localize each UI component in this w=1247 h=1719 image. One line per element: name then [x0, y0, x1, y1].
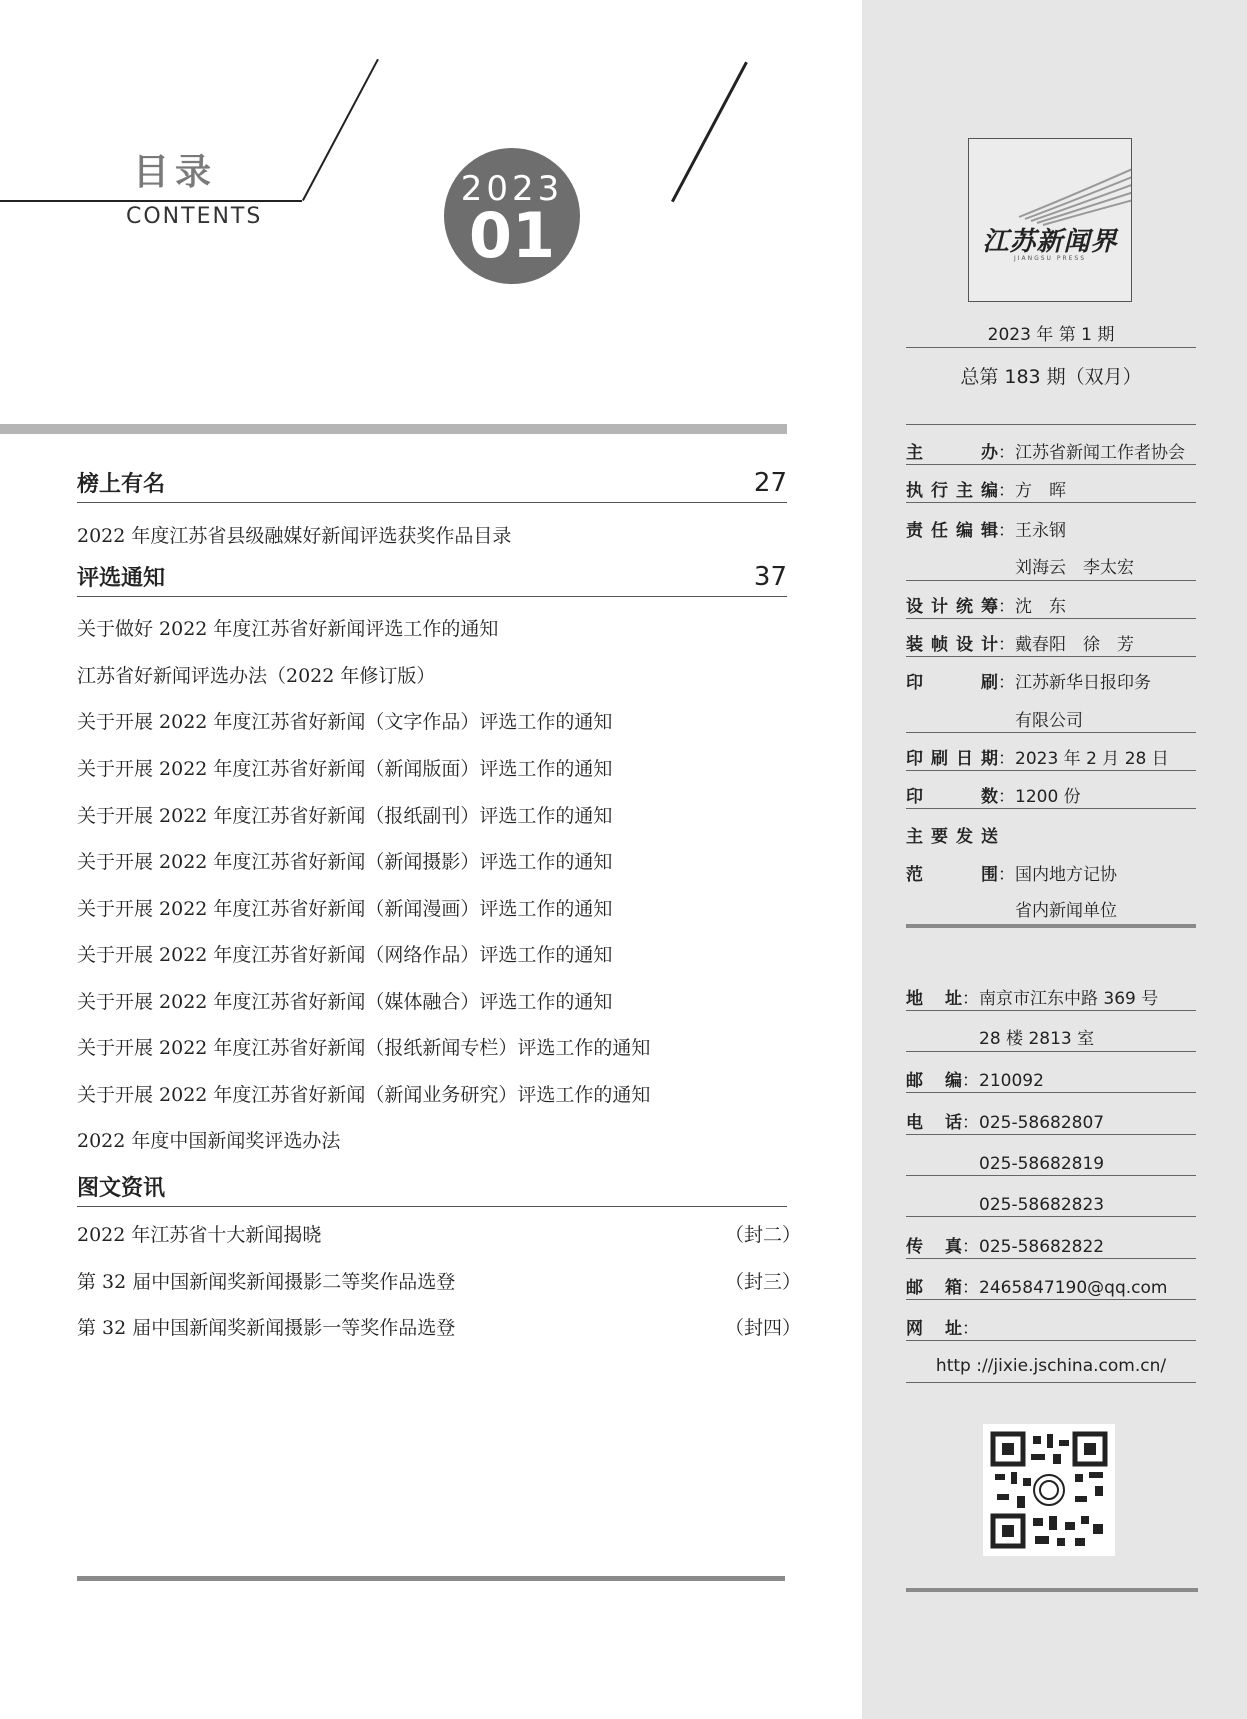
- toc-item[interactable]: 关于开展 2022 年度江苏省好新闻（新闻版面）评选工作的通知: [77, 758, 613, 780]
- contact-value: 2465847190@qq.com: [979, 1278, 1168, 1298]
- masthead-row: 印 数：1200 份: [906, 782, 1196, 807]
- divider-thick: [906, 924, 1196, 928]
- masthead-label: 设计统筹: [906, 597, 998, 617]
- masthead-row: [906, 896, 1196, 921]
- divider: [906, 618, 1196, 619]
- issue-line-2: 总第 183 期（双月）: [960, 366, 1142, 388]
- divider: [906, 1216, 1196, 1217]
- masthead-row: 装帧设计：戴春阳 徐 芳: [906, 630, 1196, 655]
- divider: [906, 502, 1196, 503]
- contact-label: 电 话: [906, 1113, 962, 1133]
- toc-item[interactable]: 关于开展 2022 年度江苏省好新闻（报纸副刊）评选工作的通知: [77, 805, 613, 827]
- divider: [906, 580, 1196, 581]
- masthead-value: 国内地方记协: [1015, 865, 1117, 885]
- contact-label: 邮 箱: [906, 1278, 962, 1298]
- contact-value: 210092: [979, 1071, 1044, 1091]
- toc-item-cover: （封二）: [725, 1224, 802, 1246]
- masthead-row: 印刷日期：2023 年 2 月 28 日: [906, 744, 1196, 769]
- divider: [906, 1258, 1196, 1259]
- magazine-logo: [968, 138, 1132, 302]
- masthead-value: 戴春阳 徐 芳: [1015, 635, 1134, 655]
- contact-value: 南京市江东中路 369 号: [979, 989, 1159, 1009]
- contact-label: 地 址: [906, 989, 962, 1009]
- qr-code-icon: [983, 1424, 1115, 1556]
- masthead-label: 印刷日期: [906, 749, 998, 769]
- masthead-value: 刘海云 李太宏: [1015, 558, 1134, 578]
- masthead-value: 省内新闻单位: [1015, 901, 1117, 921]
- toc-item[interactable]: 关于开展 2022 年度江苏省好新闻（新闻摄影）评选工作的通知: [77, 851, 613, 873]
- contact-row: 邮 箱：2465847190@qq.com: [906, 1273, 1196, 1298]
- masthead-label: 范 围: [906, 865, 998, 885]
- divider: [906, 732, 1196, 733]
- contact-value: 025-58682819: [979, 1154, 1105, 1174]
- contact-label: 传 真: [906, 1237, 962, 1257]
- masthead-label: 装帧设计: [906, 635, 998, 655]
- masthead-label: 执行主编: [906, 481, 998, 501]
- toc-item-cover: （封三）: [725, 1271, 802, 1293]
- masthead-row: 设计统筹：沈 东: [906, 592, 1196, 617]
- masthead-row: [906, 706, 1196, 731]
- logo-subtext: JIANGSU PRESS: [1013, 255, 1087, 262]
- section-header: [77, 468, 787, 503]
- contact-row: 传 真：025-58682822: [906, 1232, 1196, 1257]
- contact-row: [906, 1149, 1196, 1174]
- masthead-label: 印 数: [906, 787, 998, 807]
- masthead-row: 范 围：国内地方记协: [906, 860, 1196, 885]
- masthead-value: 沈 东: [1015, 597, 1066, 617]
- divider: [906, 1382, 1196, 1383]
- toc-item[interactable]: 第 32 届中国新闻奖新闻摄影一等奖作品选登: [77, 1317, 456, 1339]
- contact-row: 网 址：: [906, 1314, 1196, 1339]
- contact-value: 025-58682822: [979, 1237, 1105, 1257]
- masthead-row: 责任编辑：王永钢: [906, 516, 1196, 541]
- divider: [906, 1299, 1196, 1300]
- toc-item[interactable]: 关于开展 2022 年度江苏省好新闻（媒体融合）评选工作的通知: [77, 991, 613, 1013]
- page-subtitle: CONTENTS: [126, 204, 263, 229]
- divider: [906, 808, 1196, 809]
- masthead-row: 主 办：江苏省新闻工作者协会: [906, 438, 1196, 463]
- divider: [906, 1010, 1196, 1011]
- masthead-value: 有限公司: [1015, 711, 1083, 731]
- divider: [906, 1134, 1196, 1135]
- logo-text: 江苏新闻界: [982, 227, 1118, 257]
- contact-label: 网 址: [906, 1319, 962, 1339]
- section-header: [77, 1172, 787, 1207]
- issue-number: 01: [468, 199, 556, 272]
- masthead-value: 江苏省新闻工作者协会: [1015, 443, 1185, 463]
- masthead-value: 1200 份: [1015, 787, 1081, 807]
- divider: [906, 770, 1196, 771]
- masthead-value: 王永钢: [1015, 521, 1066, 541]
- contact-row: 邮 编：210092: [906, 1066, 1196, 1091]
- section-page: 37: [753, 562, 787, 592]
- toc-item[interactable]: 关于开展 2022 年度江苏省好新闻（网络作品）评选工作的通知: [77, 944, 613, 966]
- section-name: 图文资讯: [77, 1176, 166, 1201]
- contact-row: [906, 1024, 1196, 1049]
- divider: [906, 464, 1196, 465]
- header-slash-thin: [302, 59, 378, 201]
- section-name: 评选通知: [77, 566, 166, 591]
- contact-label: 邮 编: [906, 1071, 962, 1091]
- contact-value: 28 楼 2813 室: [979, 1029, 1095, 1049]
- masthead-value: 方 晖: [1015, 481, 1066, 501]
- contents-top-bar: [0, 424, 787, 434]
- divider: [906, 347, 1196, 348]
- divider: [906, 424, 1196, 425]
- section-page: 27: [753, 468, 787, 498]
- masthead-row: [906, 822, 1196, 847]
- toc-item[interactable]: 第 32 届中国新闻奖新闻摄影二等奖作品选登: [77, 1271, 456, 1293]
- masthead-value: 2023 年 2 月 28 日: [1015, 749, 1169, 769]
- header-slash-thick: [671, 61, 748, 202]
- contact-value: 025-58682823: [979, 1195, 1105, 1215]
- masthead-label: 主要发送: [906, 827, 998, 847]
- toc-item[interactable]: 关于开展 2022 年度江苏省好新闻（文字作品）评选工作的通知: [77, 711, 613, 733]
- contact-value: 025-58682807: [979, 1113, 1105, 1133]
- masthead-label: 责任编辑: [906, 521, 998, 541]
- divider: [906, 1051, 1196, 1052]
- toc-item[interactable]: 2022 年江苏省十大新闻揭晓: [77, 1224, 322, 1246]
- contact-row: [906, 1190, 1196, 1215]
- divider: [906, 656, 1196, 657]
- contents-bottom-bar: [77, 1576, 785, 1581]
- masthead-row: [906, 553, 1196, 578]
- divider: [906, 1340, 1196, 1341]
- toc-item-cover: （封四）: [725, 1317, 802, 1339]
- divider: [906, 1175, 1196, 1176]
- toc-item[interactable]: 关于开展 2022 年度江苏省好新闻（报纸新闻专栏）评选工作的通知: [77, 1037, 651, 1059]
- masthead-label: 主 办: [906, 443, 998, 463]
- website-url[interactable]: http ://jixie.jschina.com.cn/: [935, 1356, 1167, 1376]
- issue-year: 2023: [460, 169, 564, 209]
- toc-item[interactable]: 江苏省好新闻评选办法（2022 年修订版）: [77, 665, 436, 687]
- header-rule-left: [0, 200, 302, 202]
- masthead-row: 印 刷：江苏新华日报印务: [906, 668, 1196, 693]
- toc-item[interactable]: 关于做好 2022 年度江苏省好新闻评选工作的通知: [77, 618, 499, 640]
- contact-row: 地 址：南京市江东中路 369 号: [906, 984, 1196, 1009]
- divider-thick: [906, 1588, 1198, 1592]
- section-name: 榜上有名: [77, 472, 166, 497]
- masthead-row: 执行主编：方 晖: [906, 476, 1196, 501]
- toc-item[interactable]: 关于开展 2022 年度江苏省好新闻（新闻业务研究）评选工作的通知: [77, 1084, 651, 1106]
- masthead-value: 江苏新华日报印务: [1015, 673, 1151, 693]
- masthead-label: 印 刷: [906, 673, 998, 693]
- divider: [906, 1092, 1196, 1093]
- toc-item[interactable]: 2022 年度江苏省县级融媒好新闻评选获奖作品目录: [77, 525, 512, 547]
- toc-item[interactable]: 2022 年度中国新闻奖评选办法: [77, 1130, 341, 1152]
- contact-row: 电 话：025-58682807: [906, 1108, 1196, 1133]
- qr-code: [983, 1424, 1115, 1556]
- page-title: 目录: [133, 152, 218, 193]
- issue-line-1: 2023 年 第 1 期: [987, 325, 1115, 345]
- section-header: [77, 562, 787, 597]
- wing-icon: [969, 139, 1131, 301]
- issue-badge: [444, 148, 580, 284]
- toc-item[interactable]: 关于开展 2022 年度江苏省好新闻（新闻漫画）评选工作的通知: [77, 898, 613, 920]
